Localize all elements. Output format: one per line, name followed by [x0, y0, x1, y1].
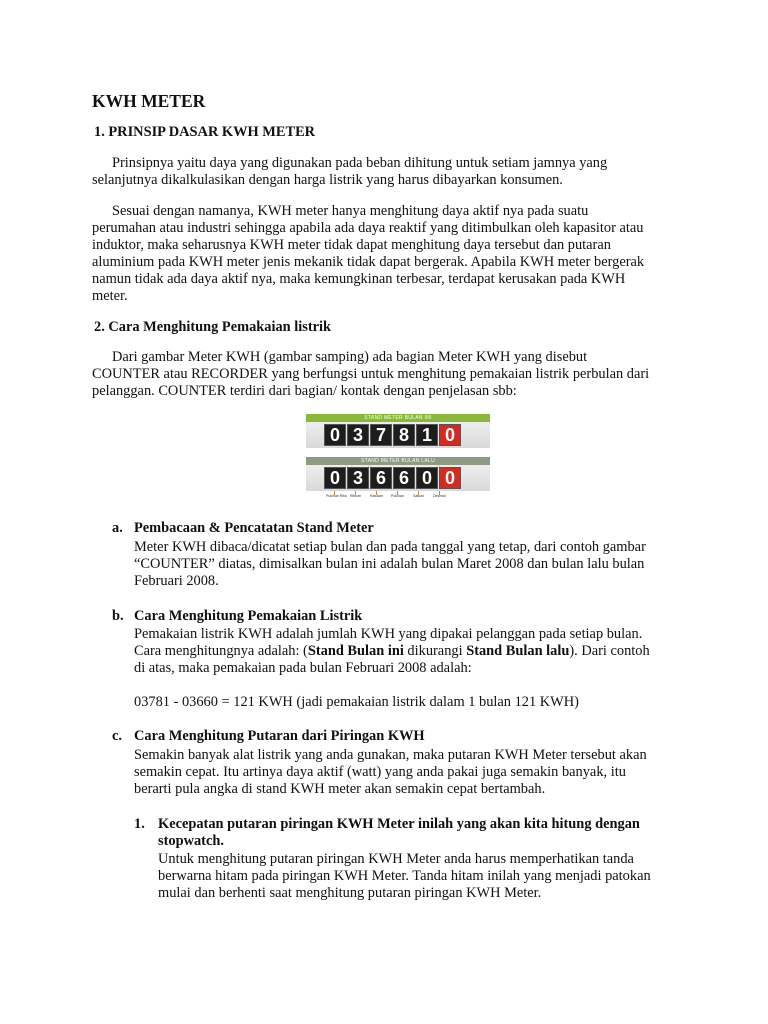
meter-digit-label: Puluhan: [391, 494, 404, 498]
paragraph-line: Semakin banyak alat listrik yang anda gunakan, maka putaran KWH Meter tersebut akan: [134, 747, 647, 763]
paragraph-line: berarti pula angka di stand KWH meter akan semakin cepat bertambah.: [134, 781, 546, 797]
text-run: Cara menghitungnya adalah: (: [134, 643, 308, 659]
meter-digit-label: Ratusan: [370, 494, 384, 498]
paragraph-line: semakin cepat. Itu artinya daya aktif (watt) yang anda pakai juga semakin banyak, itu: [134, 764, 626, 780]
text-run: dikurangi: [403, 643, 467, 659]
meter-label-current: STAND METER BULAN INI: [306, 414, 490, 422]
meter-digits-previous: [324, 467, 461, 489]
item-c-heading: Cara Menghitung Putaran dari Piringan KWH: [134, 728, 425, 744]
meter-digits-current: [324, 424, 461, 446]
item-c-marker: c.: [112, 728, 122, 744]
item-a-marker: a.: [112, 520, 123, 536]
meter-digit-label: Puluhan Ribu: [326, 494, 348, 498]
paragraph-line: meter.: [92, 288, 128, 304]
paragraph-line: selanjutnya dikalkulasikan dengan harga listrik yang harus dibayarkan konsumen.: [92, 172, 563, 188]
meter-digit: 6: [370, 467, 392, 489]
meter-digit-label: Desimal: [433, 494, 446, 498]
formula-line: 03781 - 03660 = 121 KWH (jadi pemakaian listrik dalam 1 bulan 121 KWH): [134, 694, 579, 710]
text-run-bold: Stand Bulan ini: [307, 643, 404, 659]
meter-digit: 7: [370, 424, 392, 446]
text-run: ). Dari contoh: [569, 643, 650, 659]
sub1-heading: stopwatch.: [158, 833, 224, 849]
meter-digit: 8: [393, 424, 415, 446]
meter-digit-label: Satuan: [413, 494, 425, 498]
meter-counter-previous: [306, 457, 490, 491]
meter-digit-decimal: 0: [439, 467, 461, 489]
paragraph-line: Meter KWH dibaca/dicatat setiap bulan dan pada tanggal yang tetap, dari contoh gambar: [134, 539, 646, 555]
meter-counter-current: [306, 414, 490, 448]
meter-digit: 3: [347, 467, 369, 489]
section1-heading: 1. PRINSIP DASAR KWH METER: [94, 124, 316, 140]
meter-digit: 3: [347, 424, 369, 446]
paragraph-line: Untuk menghitung putaran piringan KWH Meter anda harus memperhatikan tanda: [158, 851, 634, 867]
paragraph-line: Pemakaian listrik KWH adalah jumlah KWH yang dipakai pelanggan pada setiap bulan.: [134, 626, 643, 642]
meter-label-previous: STAND METER BULAN LALU: [306, 457, 490, 465]
paragraph-line: Sesuai dengan namanya, KWH meter hanya menghitung daya aktif nya pada suatu: [112, 203, 589, 219]
meter-digit-labels: [306, 491, 490, 501]
paragraph-line: induktor, maka seharusnya KWH meter tidak dapat menghitung daya tersebut dan putaran: [92, 237, 611, 253]
paragraph-line: namun tidak ada daya aktif nya, maka kemungkinan terbesar, terdapat kerusakan pada KWH: [92, 271, 626, 287]
sub1-heading: Kecepatan putaran piringan KWH Meter inilah yang akan kita hitung dengan: [158, 816, 640, 832]
meter-digit-label: Ribuan: [350, 494, 362, 498]
document-title: KWH METER: [92, 91, 206, 111]
paragraph-line: aluminium pada KWH meter jenis mekanik tidak dapat bergerak. Apabila KWH meter bergerak: [92, 254, 645, 270]
paragraph-line: “COUNTER” diatas, dimisalkan bulan ini adalah bulan Maret 2008 dan bulan lalu bulan: [134, 556, 645, 572]
item-b-heading: Cara Menghitung Pemakaian Listrik: [134, 608, 363, 624]
paragraph-line: Februari 2008.: [134, 573, 219, 589]
paragraph-line: pelanggan. COUNTER terdiri dari bagian/ kontak dengan penjelasan sbb:: [92, 383, 517, 399]
paragraph-line: di atas, maka pemakaian pada bulan Februari 2008 adalah:: [134, 660, 472, 676]
item-b-marker: b.: [112, 608, 124, 624]
paragraph-line: Dari gambar Meter KWH (gambar samping) ada bagian Meter KWH yang disebut: [112, 349, 588, 365]
text-run-bold: Stand Bulan lalu: [466, 643, 570, 659]
paragraph-line: mulai dan berhenti saat menghitung putaran piringan KWH Meter.: [158, 885, 542, 901]
paragraph-line: berwarna hitam pada piringan KWH Meter. Tanda hitam inilah yang menjadi patokan: [158, 868, 651, 884]
meter-digit-decimal: 0: [439, 424, 461, 446]
item-a-heading: Pembacaan & Pencatatan Stand Meter: [134, 520, 374, 536]
section2-heading: 2. Cara Menghitung Pemakaian listrik: [94, 319, 332, 335]
meter-digit: 6: [393, 467, 415, 489]
meter-digit: 0: [416, 467, 438, 489]
paragraph-line: perumahan atau industri sehingga apabila ada daya reaktif yang ditimbulkan oleh kapasitor atau: [92, 220, 644, 236]
sub1-marker: 1.: [134, 816, 145, 832]
meter-digit: 1: [416, 424, 438, 446]
paragraph-line-mixed: [134, 643, 650, 660]
meter-digit: 0: [324, 467, 346, 489]
meter-digit: 0: [324, 424, 346, 446]
paragraph-line: COUNTER atau RECORDER yang berfungsi untuk menghitung pemakaian listrik perbulan dari: [92, 366, 650, 382]
paragraph-line: Prinsipnya yaitu daya yang digunakan pada beban dihitung untuk setiam jamnya yang: [112, 155, 608, 171]
